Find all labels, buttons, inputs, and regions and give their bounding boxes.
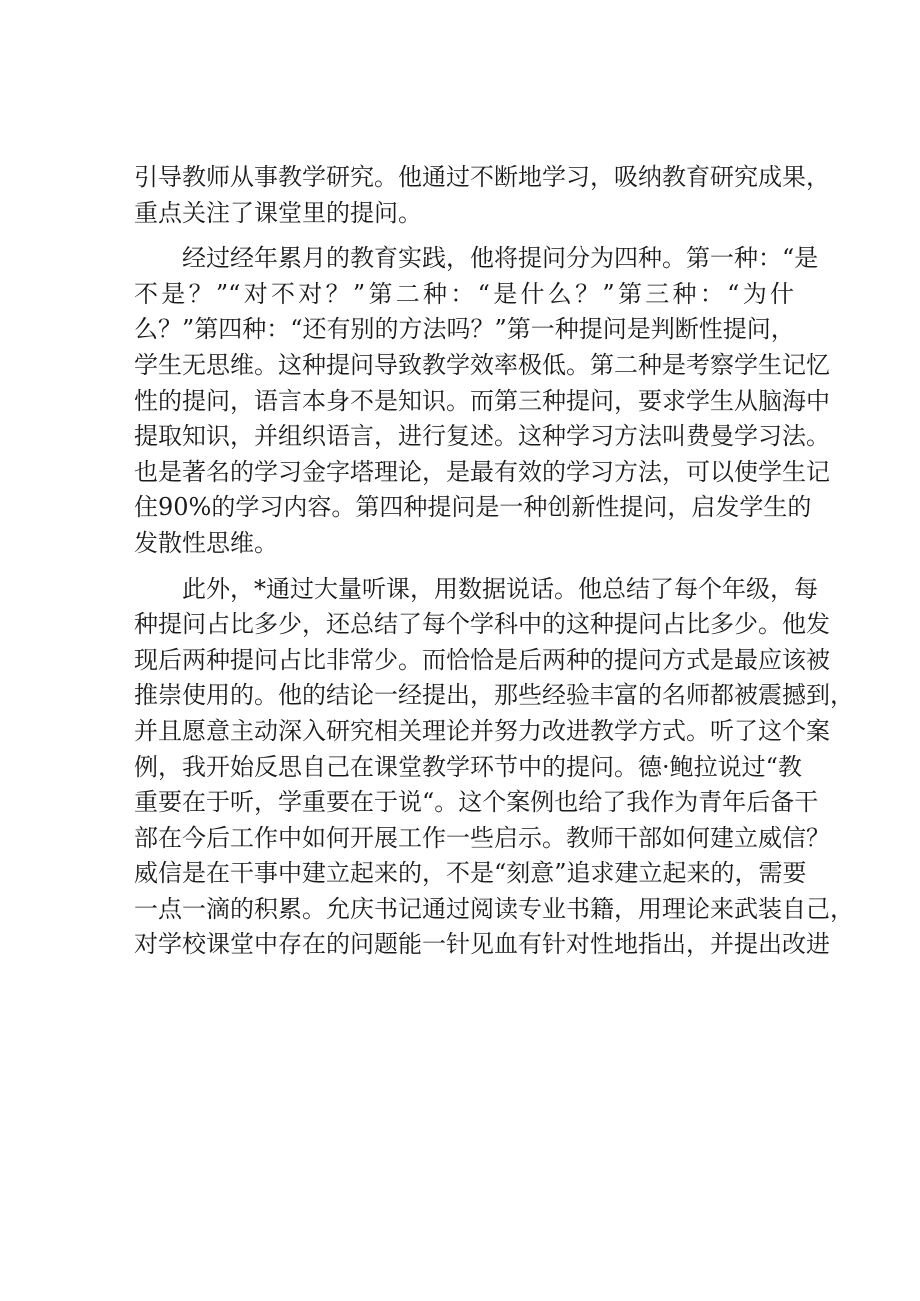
text-line: 并且愿意主动深入研究相关理论并努力改进教学方式。听了这个案 — [134, 716, 830, 745]
text-line: 重点关注了课堂里的提问。 — [134, 198, 422, 227]
text-line: 例，我开始反思自己在课堂教学环节中的提问。德·鲍拉说过“教 — [134, 752, 802, 781]
text-line: 此外，*通过大量听课，用数据说话。他总结了每个年级，每 — [182, 574, 818, 603]
text-line: 性的提问，语言本身不是知识。而第三种提问，要求学生从脑海中 — [134, 386, 830, 415]
text-line: 不是？”“对不对？”第二种：“是什么？”第三种：“为什 — [134, 279, 794, 308]
text-line: 发散性思维。 — [134, 528, 278, 557]
text-line: 提取知识，并组织语言，进行复述。这种学习方法叫费曼学习法。 — [134, 422, 830, 451]
text-line: 对学校课堂中存在的问题能一针见血有针对性地指出，并提出改进 — [134, 930, 830, 959]
paragraph-2 — [134, 241, 830, 561]
text-line: 学生无思维。这种提问导致教学效率极低。第二种是考察学生记忆 — [134, 350, 830, 379]
text-line: 现后两种提问占比非常少。而恰恰是后两种的提问方式是最应该被 — [134, 645, 830, 674]
text-line: 推崇使用的。他的结论一经提出，那些经验丰富的名师都被震撼到， — [134, 681, 854, 710]
text-line: 住90%的学习内容。第四种提问是一种创新性提问，启发学生的 — [134, 493, 812, 522]
text-line: 威信是在干事中建立起来的，不是“刻意”追求建立起来的，需要 — [134, 859, 807, 888]
text-line: 引导教师从事教学研究。他通过不断地学习，吸纳教育研究成果， — [134, 163, 830, 191]
paragraph-3 — [134, 572, 854, 964]
text-line: 经过经年累月的教育实践，他将提问分为四种。第一种：“是 — [182, 244, 819, 273]
text-line: 也是著名的学习金字塔理论，是最有效的学习方法，可以使学生记 — [134, 457, 830, 486]
text-line: 么？”第四种：“还有别的方法吗？”第一种提问是判断性提问， — [134, 315, 795, 344]
text-line: 部在今后工作中如何开展工作一些启示。教师干部如何建立威信？ — [134, 823, 830, 852]
text-line: 种提问占比多少，还总结了每个学科中的这种提问占比多少。他发 — [134, 610, 830, 639]
body-text — [134, 160, 854, 963]
text-line: 一点一滴的积累。允庆书记通过阅读专业书籍，用理论来武装自己， — [134, 894, 854, 923]
paragraph-1 — [134, 160, 830, 231]
text-line: 重要在于听，学重要在于说“。这个案例也给了我作为青年后备干 — [134, 788, 819, 817]
